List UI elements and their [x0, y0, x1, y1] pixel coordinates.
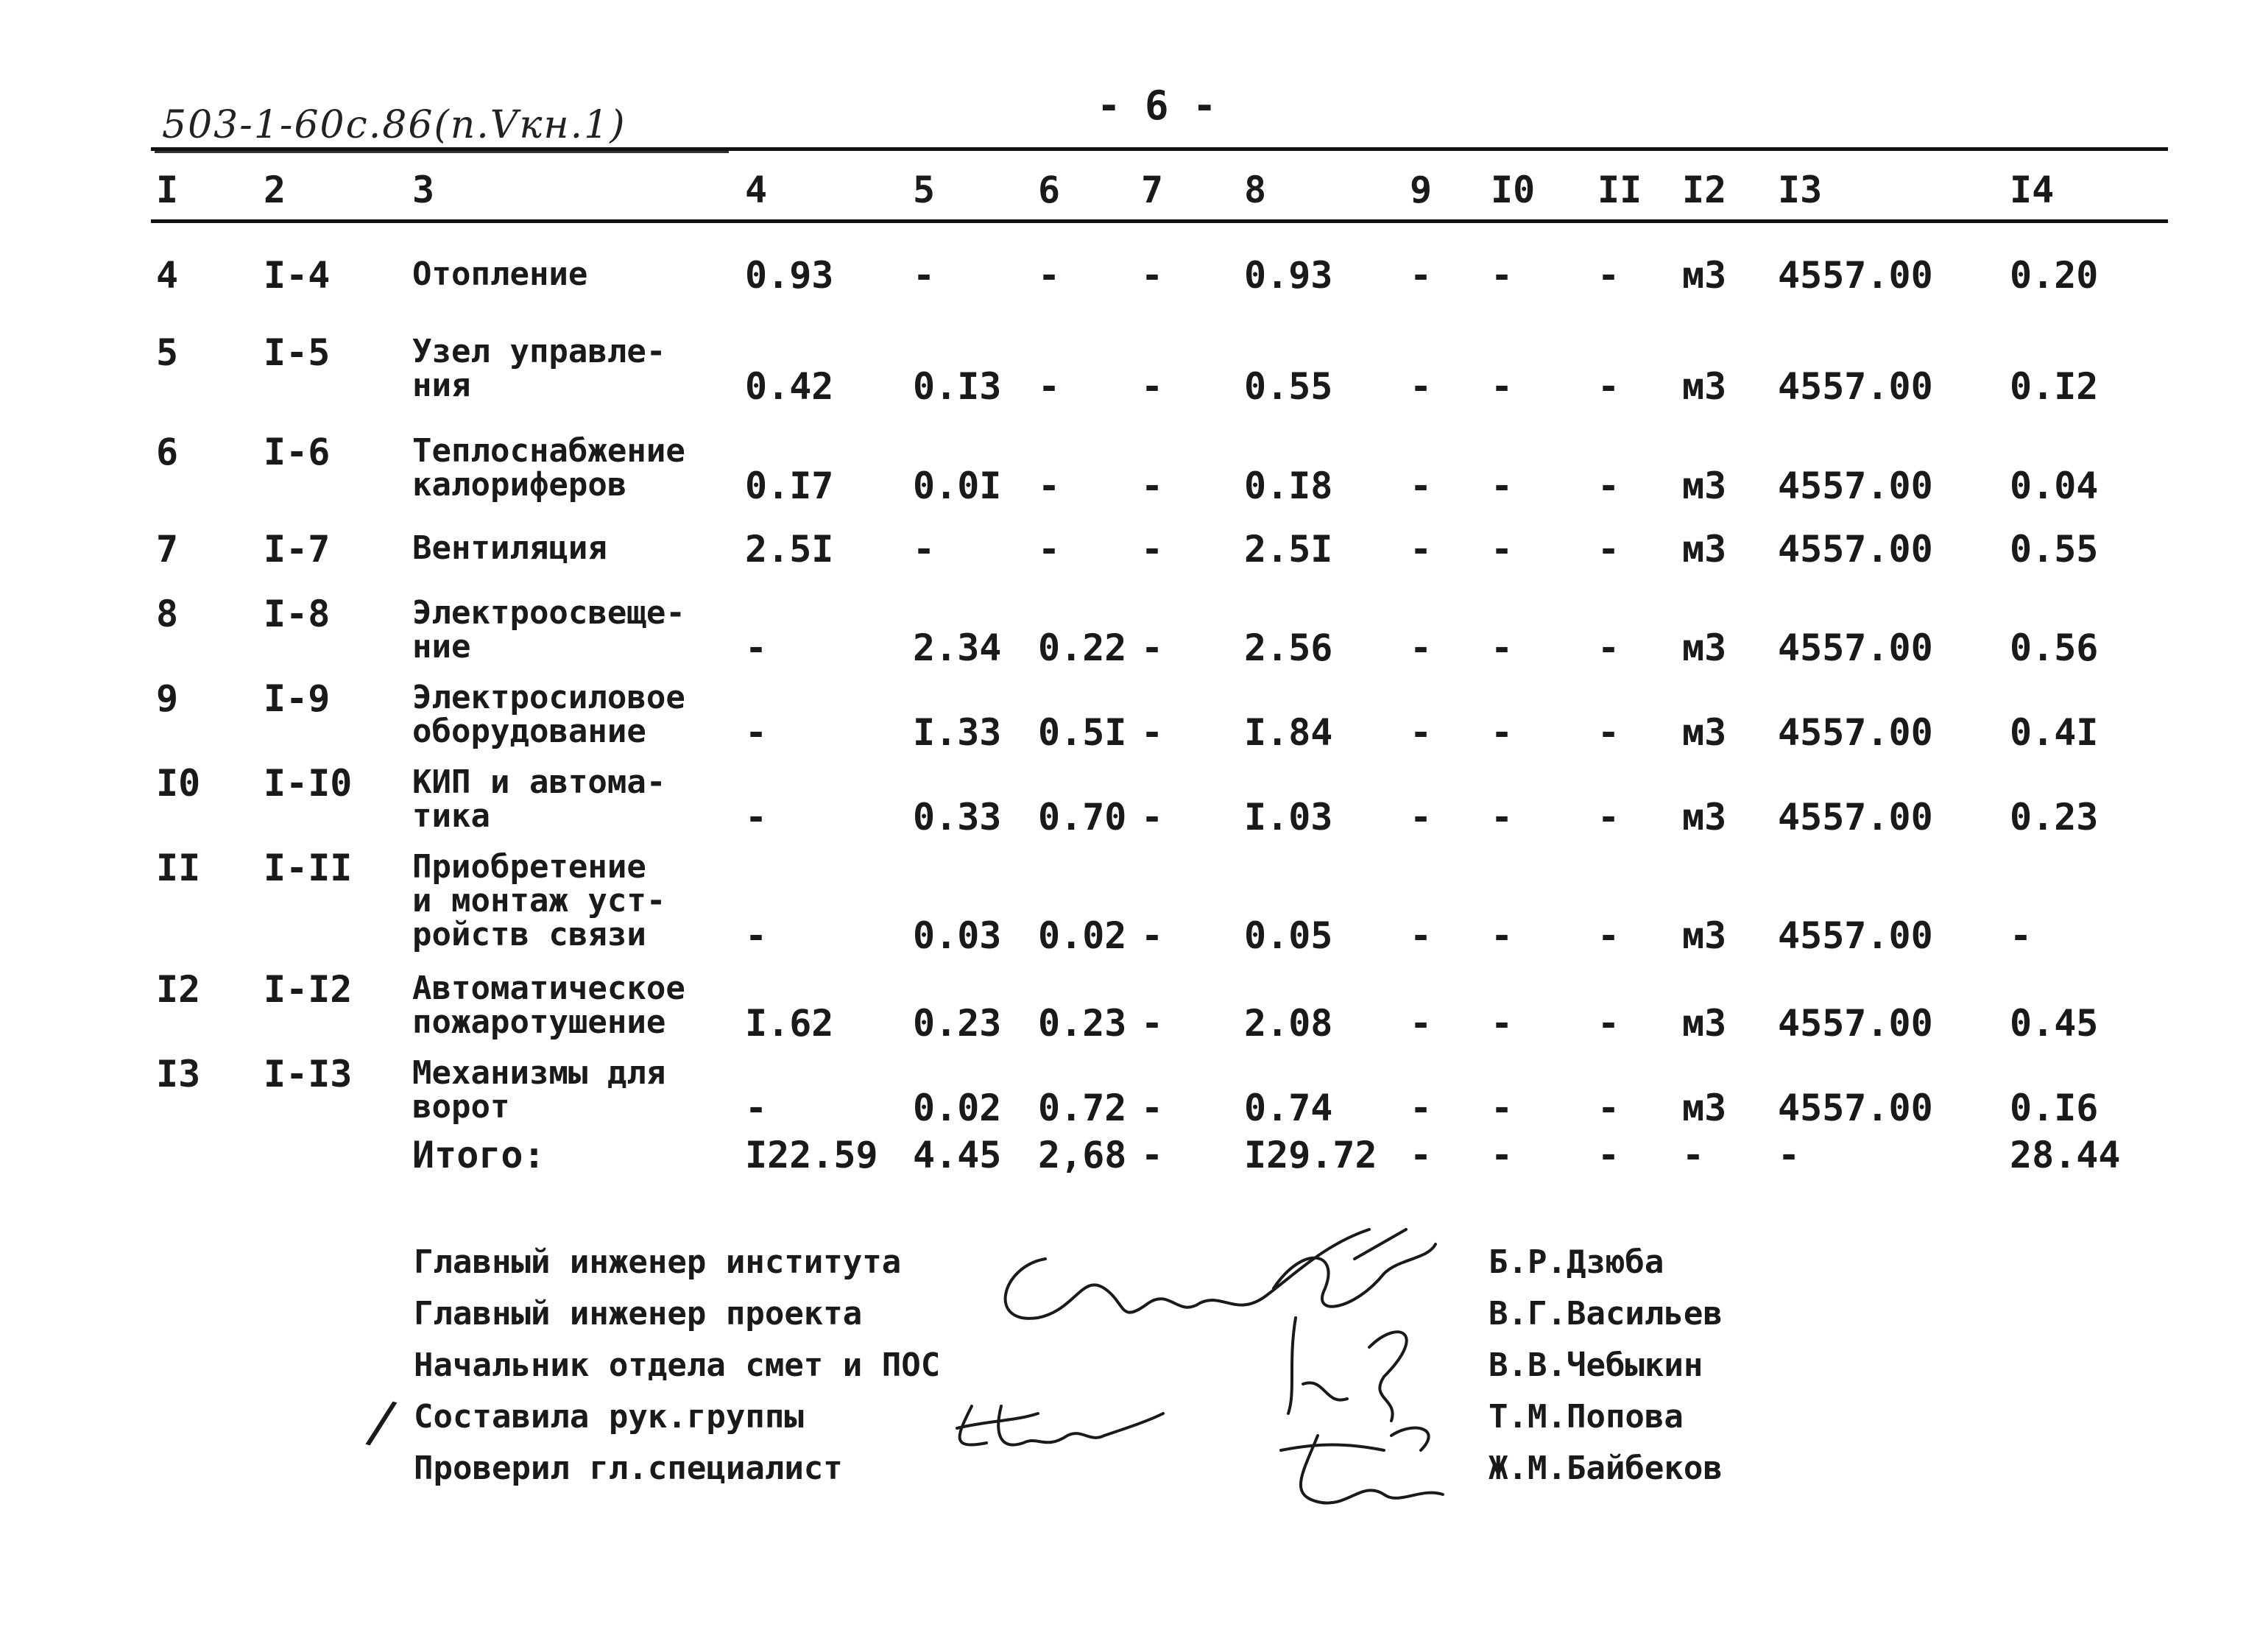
cell-c10: -: [1491, 1087, 1514, 1129]
row-number: 5: [156, 331, 179, 374]
row-description: КИП и автома- тика: [412, 763, 666, 835]
column-header: 4: [745, 169, 768, 211]
row-code: I-6: [264, 431, 331, 473]
row-number: II: [156, 847, 201, 889]
cell-c4: 0.42: [745, 365, 834, 408]
cell-c13: 4557.00: [1778, 254, 1933, 297]
cell-unit: м3: [1682, 626, 1727, 669]
margin-mark: /: [363, 1386, 400, 1458]
total-c6: 2,68: [1038, 1134, 1127, 1176]
cell-unit: м3: [1682, 528, 1727, 571]
row-number: 8: [156, 593, 179, 635]
signature-role: Проверил гл.специалист: [414, 1450, 843, 1487]
signature-name: Т.М.Попова: [1489, 1398, 1684, 1436]
row-code: I-I0: [264, 762, 353, 805]
cell-c10: -: [1491, 254, 1514, 297]
cell-c5: I.33: [913, 711, 1002, 754]
cell-c10: -: [1491, 626, 1514, 669]
cell-c4: -: [745, 796, 768, 839]
cell-c14: 0.45: [2010, 1002, 2099, 1045]
document-code-underline: [155, 151, 729, 153]
cell-c8: I.03: [1244, 796, 1333, 839]
signature-name: В.Г.Васильев: [1489, 1295, 1723, 1332]
cell-c6: 0.23: [1038, 1002, 1127, 1045]
cell-c10: -: [1491, 711, 1514, 754]
cell-c4: -: [745, 914, 768, 957]
cell-c5: 0.03: [913, 914, 1002, 957]
cell-c9: -: [1410, 465, 1433, 507]
signature-name: Ж.М.Байбеков: [1489, 1450, 1723, 1487]
column-header: I3: [1778, 169, 1823, 211]
column-header: 5: [913, 169, 936, 211]
column-header: I2: [1682, 169, 1727, 211]
column-header: 8: [1244, 169, 1267, 211]
row-description: Отопление: [412, 255, 588, 293]
cell-c9: -: [1410, 711, 1433, 754]
cell-c4: I.62: [745, 1002, 834, 1045]
cell-c6: 0.22: [1038, 626, 1127, 669]
cell-c13: 4557.00: [1778, 914, 1933, 957]
cell-c4: 2.5I: [745, 528, 834, 571]
cell-c4: -: [745, 1087, 768, 1129]
row-description: Узел управле- ния: [412, 333, 666, 404]
row-number: 4: [156, 254, 179, 297]
cell-c9: -: [1410, 1087, 1433, 1129]
cell-c8: 0.74: [1244, 1087, 1333, 1129]
cell-c10: -: [1491, 796, 1514, 839]
cell-c14: 0.55: [2010, 528, 2099, 571]
cell-c14: 0.4I: [2010, 711, 2099, 754]
row-code: I-5: [264, 331, 331, 374]
cell-c7: -: [1141, 1087, 1164, 1129]
row-description: Механизмы для ворот: [412, 1054, 666, 1126]
total-c5: 4.45: [913, 1134, 1002, 1176]
cell-unit: м3: [1682, 1002, 1727, 1045]
total-c9: -: [1410, 1134, 1433, 1176]
cell-c6: -: [1038, 465, 1061, 507]
total-c8: I29.72: [1244, 1134, 1377, 1176]
row-description: Теплоснабжение калориферов: [412, 432, 685, 504]
cell-c11: -: [1597, 254, 1620, 297]
signature-role: Составила рук.группы: [414, 1398, 804, 1436]
cell-c5: -: [913, 254, 936, 297]
cell-c5: -: [913, 528, 936, 571]
cell-c7: -: [1141, 796, 1164, 839]
row-description: Автоматическое пожаротушение: [412, 970, 685, 1041]
cell-c7: -: [1141, 914, 1164, 957]
row-code: I-4: [264, 254, 331, 297]
cell-c7: -: [1141, 365, 1164, 408]
cell-c7: -: [1141, 465, 1164, 507]
total-unit: -: [1682, 1134, 1705, 1176]
cell-c4: -: [745, 711, 768, 754]
cell-c6: 0.02: [1038, 914, 1127, 957]
row-number: I3: [156, 1053, 201, 1095]
row-number: 9: [156, 677, 179, 720]
cell-c11: -: [1597, 1002, 1620, 1045]
cell-c10: -: [1491, 914, 1514, 957]
signature-name: Б.Р.Дзюба: [1489, 1243, 1664, 1281]
cell-c9: -: [1410, 914, 1433, 957]
cell-unit: м3: [1682, 914, 1727, 957]
cell-c14: 0.I2: [2010, 365, 2099, 408]
cell-c13: 4557.00: [1778, 796, 1933, 839]
cell-c8: 2.5I: [1244, 528, 1333, 571]
cell-c13: 4557.00: [1778, 711, 1933, 754]
row-description: Электроосвеще- ние: [412, 594, 685, 666]
signature-scribble: [942, 1391, 1178, 1472]
column-header: I0: [1491, 169, 1536, 211]
document-code: 503-1-60с.86(п.Vкн.1): [162, 103, 626, 147]
signature-name: В.В.Чебыкин: [1489, 1346, 1703, 1384]
cell-c5: 0.0I: [913, 465, 1002, 507]
total-label: Итого:: [412, 1134, 545, 1176]
signature-scribble: [1281, 1303, 1443, 1436]
total-c4: I22.59: [745, 1134, 878, 1176]
cell-c6: -: [1038, 365, 1061, 408]
signature-row: [414, 1340, 1723, 1391]
cell-c6: -: [1038, 528, 1061, 571]
cell-c7: -: [1141, 711, 1164, 754]
cell-c9: -: [1410, 1002, 1433, 1045]
total-c14: 28.44: [2010, 1134, 2121, 1176]
cell-c8: 2.08: [1244, 1002, 1333, 1045]
row-code: I-8: [264, 593, 331, 635]
cell-c13: 4557.00: [1778, 528, 1933, 571]
cell-c5: 0.02: [913, 1087, 1002, 1129]
cell-c14: 0.56: [2010, 626, 2099, 669]
cell-c6: 0.5I: [1038, 711, 1127, 754]
cell-c10: -: [1491, 1002, 1514, 1045]
column-header: I: [156, 169, 179, 211]
cell-c9: -: [1410, 365, 1433, 408]
cell-c14: 0.23: [2010, 796, 2099, 839]
cell-c14: 0.I6: [2010, 1087, 2099, 1129]
cell-c11: -: [1597, 796, 1620, 839]
cell-c6: 0.70: [1038, 796, 1127, 839]
cell-c5: 0.33: [913, 796, 1002, 839]
total-c7: -: [1141, 1134, 1164, 1176]
column-header: II: [1597, 169, 1642, 211]
cell-c4: 0.93: [745, 254, 834, 297]
cell-c9: -: [1410, 528, 1433, 571]
cell-c7: -: [1141, 626, 1164, 669]
total-c11: -: [1597, 1134, 1620, 1176]
row-code: I-I3: [264, 1053, 353, 1095]
cell-c7: -: [1141, 254, 1164, 297]
cell-c10: -: [1491, 465, 1514, 507]
total-c13: -: [1778, 1134, 1801, 1176]
cell-c9: -: [1410, 254, 1433, 297]
cell-c11: -: [1597, 626, 1620, 669]
cell-c11: -: [1597, 914, 1620, 957]
cell-unit: м3: [1682, 796, 1727, 839]
cell-c14: 0.04: [2010, 465, 2099, 507]
cell-c8: 0.93: [1244, 254, 1333, 297]
row-description: Электросиловое оборудование: [412, 679, 685, 750]
row-number: 7: [156, 528, 179, 571]
row-number: 6: [156, 431, 179, 473]
column-header: 2: [264, 169, 286, 211]
cell-c11: -: [1597, 1087, 1620, 1129]
cell-c8: I.84: [1244, 711, 1333, 754]
cell-c13: 4557.00: [1778, 1087, 1933, 1129]
cell-c11: -: [1597, 528, 1620, 571]
cell-c9: -: [1410, 796, 1433, 839]
signature-role: Главный инженер проекта: [414, 1295, 863, 1332]
signature-role: Начальник отдела смет и ПОС: [414, 1346, 941, 1384]
cell-c11: -: [1597, 711, 1620, 754]
cell-c8: 2.56: [1244, 626, 1333, 669]
row-description: Приобретение и монтаж уст- ройств связи: [412, 848, 666, 953]
page-number: - 6 -: [1097, 82, 1217, 129]
column-header: 6: [1038, 169, 1061, 211]
signature-scribble: [1274, 1421, 1458, 1517]
signature-role: Главный инженер института: [414, 1243, 902, 1281]
cell-c4: 0.I7: [745, 465, 834, 507]
cell-unit: м3: [1682, 465, 1727, 507]
cell-unit: м3: [1682, 254, 1727, 297]
table-top-rule: [151, 147, 2168, 151]
cell-c7: -: [1141, 528, 1164, 571]
cell-c13: 4557.00: [1778, 626, 1933, 669]
row-code: I-7: [264, 528, 331, 571]
table-header-rule: [151, 219, 2168, 223]
cell-c14: 0.20: [2010, 254, 2099, 297]
row-number: I0: [156, 762, 201, 805]
cell-c13: 4557.00: [1778, 365, 1933, 408]
row-code: I-II: [264, 847, 353, 889]
cell-c5: 2.34: [913, 626, 1002, 669]
cell-c6: -: [1038, 254, 1061, 297]
row-number: I2: [156, 968, 201, 1011]
cell-c4: -: [745, 626, 768, 669]
column-header: 3: [412, 169, 435, 211]
column-header: 7: [1141, 169, 1164, 211]
cell-unit: м3: [1682, 365, 1727, 408]
row-code: I-I2: [264, 968, 353, 1011]
cell-c10: -: [1491, 365, 1514, 408]
cell-c13: 4557.00: [1778, 465, 1933, 507]
row-code: I-9: [264, 677, 331, 720]
cell-unit: м3: [1682, 711, 1727, 754]
cell-c13: 4557.00: [1778, 1002, 1933, 1045]
cell-c11: -: [1597, 465, 1620, 507]
cell-c11: -: [1597, 365, 1620, 408]
cell-c5: 0.I3: [913, 365, 1002, 408]
cell-c6: 0.72: [1038, 1087, 1127, 1129]
column-header: 9: [1410, 169, 1433, 211]
cell-c8: 0.05: [1244, 914, 1333, 957]
cell-unit: м3: [1682, 1087, 1727, 1129]
column-header: I4: [2010, 169, 2055, 211]
cell-c7: -: [1141, 1002, 1164, 1045]
cell-c8: 0.I8: [1244, 465, 1333, 507]
cell-c14: -: [2010, 914, 2033, 957]
cell-c9: -: [1410, 626, 1433, 669]
row-description: Вентиляция: [412, 529, 607, 567]
total-c10: -: [1491, 1134, 1514, 1176]
cell-c10: -: [1491, 528, 1514, 571]
cell-c5: 0.23: [913, 1002, 1002, 1045]
cell-c8: 0.55: [1244, 365, 1333, 408]
